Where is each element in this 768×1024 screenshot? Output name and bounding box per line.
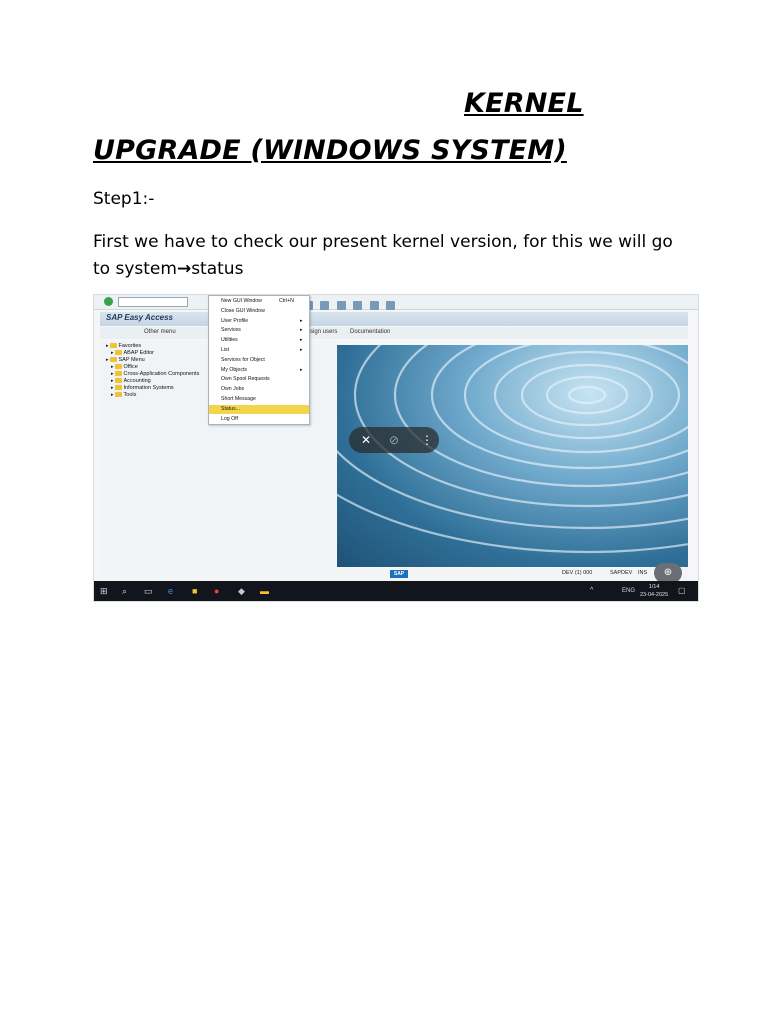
document-title-line1: KERNEL [464, 88, 584, 119]
server-name: SAPDEV [610, 570, 633, 576]
menu-item-label: Status... [221, 405, 241, 412]
toolbar-icon[interactable] [320, 301, 329, 310]
sap-logo: SAP [390, 570, 408, 578]
menu-item-label: User Profile [221, 317, 249, 324]
search-icon[interactable]: ⌕ [122, 586, 128, 596]
submenu-arrow-icon: ▸ [300, 327, 303, 334]
system-info[interactable]: DEV (1) 000 [562, 570, 593, 576]
folder-icon [115, 350, 122, 355]
sap-title-bar [100, 312, 688, 326]
menu-item-label: Own Spool Requests [221, 376, 270, 383]
menu-item[interactable] [209, 375, 309, 384]
sap-logon-icon[interactable]: ▬ [260, 586, 269, 596]
toolbar-icon[interactable] [353, 301, 362, 310]
submenu-arrow-icon: ▸ [300, 366, 303, 373]
expand-arrow-icon[interactable]: ▸ [111, 350, 114, 356]
menu-item-label: New GUI Window [221, 298, 262, 304]
expand-arrow-icon[interactable]: ▸ [111, 378, 114, 384]
instruction-paragraph [93, 229, 693, 283]
menu-item[interactable] [209, 297, 309, 306]
menu-item[interactable] [209, 395, 309, 404]
chrome-icon[interactable]: ● [214, 586, 220, 596]
tree-item[interactable] [111, 378, 151, 384]
folder-icon [115, 364, 122, 369]
menu-item-label: List [221, 347, 230, 353]
submenu-arrow-icon: ▸ [300, 337, 303, 344]
enter-icon[interactable] [104, 297, 113, 306]
tree-item-label: SAP Menu [118, 357, 145, 363]
folder-icon [115, 371, 122, 376]
menu-item[interactable] [209, 385, 309, 394]
tree-item-label: ABAP Editor [123, 350, 154, 356]
background-image [337, 345, 688, 567]
sap-system-toolbar [94, 295, 698, 310]
expand-arrow-icon[interactable]: ▸ [111, 385, 114, 391]
app-icon[interactable]: ◆ [238, 586, 245, 596]
expand-arrow-icon[interactable]: ▸ [111, 371, 114, 377]
instruction-line1: First we have to check our present kernel version, for this we will go [93, 232, 673, 252]
file-explorer-icon[interactable]: ■ [192, 586, 198, 596]
folder-icon [110, 357, 117, 362]
expand-arrow-icon[interactable]: ▸ [106, 343, 109, 349]
water-ripple-graphic [337, 345, 688, 567]
menu-item-label: Own Jobs [221, 386, 245, 393]
toolbar-icon[interactable] [386, 301, 395, 310]
input-mode: INS [638, 570, 648, 576]
menu-item-label: Close GUI Window [221, 307, 265, 314]
tree-item-label: Accounting [123, 378, 151, 384]
folder-icon [115, 385, 122, 390]
clock-date: 23-04-2025 [640, 592, 669, 598]
menu-item-label: Log Off [221, 415, 238, 422]
zoom-icon[interactable]: ⊕ [654, 563, 682, 583]
menu-item[interactable] [209, 356, 309, 365]
windows-taskbar [94, 581, 698, 601]
expand-arrow-icon[interactable]: ▸ [106, 357, 109, 363]
tray-chevron-icon[interactable]: ^ [590, 587, 594, 594]
sap-status-bar [100, 568, 688, 580]
documentation-button[interactable]: Documentation [350, 329, 391, 335]
folder-icon [110, 343, 117, 348]
taskbar-clock[interactable] [640, 583, 668, 599]
language-indicator[interactable]: ENG [622, 588, 636, 594]
tree-item[interactable] [111, 392, 136, 398]
menu-item-label: Services [221, 327, 241, 334]
command-field[interactable] [118, 297, 188, 307]
tree-item[interactable] [111, 385, 174, 391]
clock-time: 1/14 [648, 584, 660, 590]
menu-item[interactable] [209, 317, 309, 326]
sap-screenshot [93, 294, 699, 602]
sap-application-toolbar [100, 327, 688, 339]
system-menu-dropdown [208, 295, 310, 425]
toolbar-icon[interactable] [337, 301, 346, 310]
task-view-icon[interactable]: ▭ [144, 586, 153, 596]
menu-item[interactable] [209, 366, 309, 375]
video-controls[interactable] [349, 427, 439, 453]
menu-item-label: Services for Object [221, 356, 265, 363]
tree-item[interactable] [106, 343, 141, 349]
arrow-icon: → [176, 259, 192, 279]
notifications-icon[interactable]: ▢ [678, 586, 686, 595]
tree-item-label: Information Systems [123, 385, 174, 391]
instruction-line2-end: status [191, 259, 244, 279]
menu-item-label: Utilities [221, 337, 238, 344]
tree-item[interactable] [106, 357, 145, 363]
menu-item-label: Short Message [221, 396, 256, 402]
toolbar-icon[interactable] [370, 301, 379, 310]
tree-item-label: Tools [123, 392, 137, 398]
tree-item-label: Office [123, 364, 138, 370]
expand-arrow-icon[interactable]: ▸ [111, 364, 114, 370]
edge-browser-icon[interactable]: e [168, 586, 174, 596]
tree-item[interactable] [111, 350, 154, 356]
folder-icon [115, 392, 122, 397]
menu-item[interactable] [209, 405, 309, 414]
menu-item[interactable] [209, 307, 309, 316]
tree-item[interactable] [111, 364, 138, 370]
menu-item-label: My Objects [221, 366, 247, 373]
step-heading: Step1:- [93, 189, 155, 209]
more-options-icon[interactable]: ⋮ [421, 433, 433, 447]
menu-item[interactable] [209, 326, 309, 335]
submenu-arrow-icon: ▸ [300, 347, 303, 353]
document-title-line2: UPGRADE (WINDOWS SYSTEM) [93, 135, 567, 166]
mute-icon[interactable]: ✕ [361, 433, 372, 447]
instruction-line2-start: to system [93, 259, 177, 279]
assign-users-button[interactable]: sign users [310, 329, 338, 335]
windows-start-icon[interactable]: ⊞ [100, 586, 108, 596]
submenu-arrow-icon: ▸ [300, 317, 303, 324]
menu-item[interactable] [209, 415, 309, 424]
tree-item[interactable] [111, 371, 199, 377]
folder-icon [115, 378, 122, 383]
sap-title: SAP Easy Access [106, 313, 174, 322]
expand-arrow-icon[interactable]: ▸ [111, 392, 114, 398]
other-menu-button[interactable]: Other menu [144, 329, 176, 335]
menu-item-shortcut: Ctrl+N [279, 298, 294, 304]
tree-item-label: Cross-Application Components [123, 371, 200, 377]
menu-item[interactable] [209, 346, 309, 355]
caption-icon[interactable]: ⊘ [389, 433, 400, 447]
menu-item[interactable] [209, 336, 309, 345]
tree-item-label: Favorites [118, 343, 142, 349]
